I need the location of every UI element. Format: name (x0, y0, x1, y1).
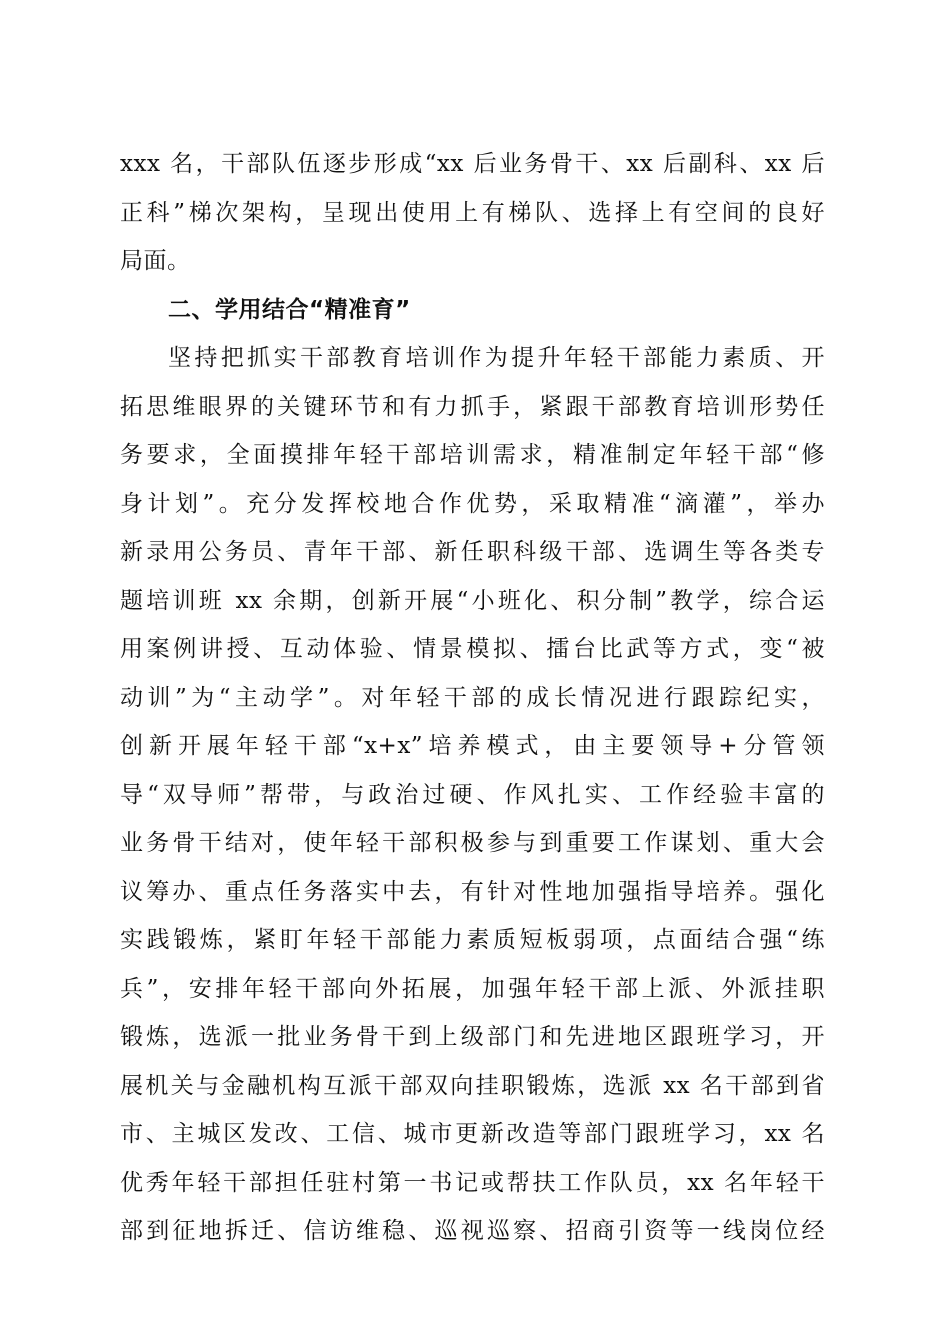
paragraph-line: 议筹办、重点任务落实中去，有针对性地加强指导培养。强化 (120, 878, 825, 905)
paragraph-line: 用案例讲授、互动体验、情景模拟、擂台比武等方式，变“被 (120, 636, 825, 662)
paragraph-line: 市、主城区发改、工信、城市更新改造等部门跟班学习，xx 名 (120, 1121, 825, 1147)
section-heading: 二、学用结合“精准育” (168, 296, 411, 323)
paragraph-line: 优秀年轻干部担任驻村第一书记或帮扶工作队员，xx 名年轻干 (120, 1169, 825, 1196)
paragraph-line: 部到征地拆迁、信访维稳、巡视巡察、招商引资等一线岗位经 (120, 1218, 825, 1244)
paragraph-line: 务要求，全面摸排年轻干部培训需求，精准制定年轻干部“修 (120, 442, 825, 468)
paragraph-line: 坚持把抓实干部教育培训作为提升年轻干部能力素质、开 (168, 345, 825, 371)
paragraph-line: 身计划”。充分发挥校地合作优势，采取精准“滴灌”，举办 (120, 490, 825, 517)
paragraph-line: 兵”，安排年轻干部向外拓展，加强年轻干部上派、外派挂职 (120, 975, 825, 1002)
paragraph-line: 新录用公务员、青年干部、新任职科级干部、选调生等各类专 (120, 539, 825, 565)
paragraph-line: 局面。 (120, 248, 191, 274)
paragraph-line: 锻炼，选派一批业务骨干到上级部门和先进地区跟班学习，开 (120, 1024, 825, 1050)
paragraph-line: 实践锻炼，紧盯年轻干部能力素质短板弱项，点面结合强“练 (120, 927, 825, 953)
paragraph-line: 展机关与金融机构互派干部双向挂职锻炼，选派 xx 名干部到省 (120, 1072, 825, 1099)
paragraph-line: 题培训班 xx 余期，创新开展“小班化、积分制”教学，综合运 (120, 587, 825, 614)
paragraph-line: 动训”为“主动学”。对年轻干部的成长情况进行跟踪纪实， (120, 684, 825, 711)
paragraph-line: 业务骨干结对，使年轻干部积极参与到重要工作谋划、重大会 (120, 830, 825, 856)
paragraph-line: 正科”梯次架构，呈现出使用上有梯队、选择上有空间的良好 (120, 199, 825, 226)
document-body (120, 140, 825, 1256)
paragraph-line: xxx 名，干部队伍逐步形成“xx 后业务骨干、xx 后副科、xx 后 (120, 151, 825, 177)
paragraph-line: 拓思维眼界的关键环节和有力抓手，紧跟干部教育培训形势任 (120, 393, 825, 420)
paragraph-line: 创新开展年轻干部“x+x”培养模式，由主要领导+分管领 (120, 733, 825, 759)
paragraph-line: 导“双导师”帮带，与政治过硬、作风扎实、工作经验丰富的 (120, 781, 825, 808)
